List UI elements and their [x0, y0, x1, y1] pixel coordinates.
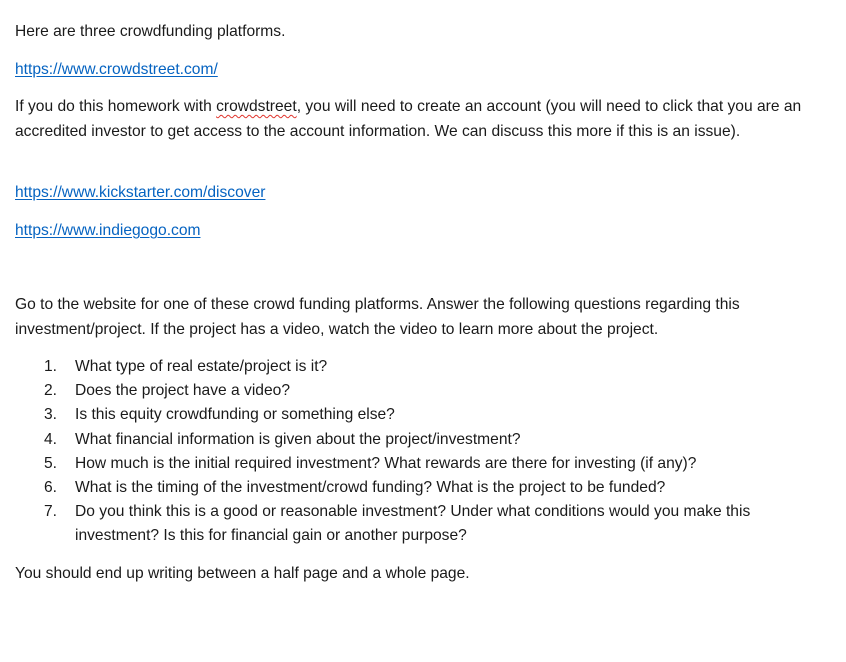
- list-item: [15, 355, 805, 379]
- list-item-number: 4.: [44, 430, 58, 448]
- crowdstreet-link[interactable]: https://www.crowdstreet.com/: [15, 61, 218, 78]
- para1-text-before: If you do this homework with: [15, 98, 217, 115]
- kickstarter-link[interactable]: https://www.kickstarter.com/discover: [15, 184, 266, 201]
- list-item-number: 7.: [44, 503, 58, 521]
- list-item-text: What financial information is given about the project/investment?: [75, 430, 521, 448]
- list-item-text: Do you think this is a good or reasonable investment? Under what conditions would you make this investment? Is this for financial gain or another purpose?: [75, 503, 751, 545]
- para1-text-after: , you will need to create an account (you will need to click that you are an accredited investor to get access to the account information. We can discuss this more if this is an issue).: [15, 98, 802, 140]
- assignment-instructions-paragraph: Go to the website for one of these crowd funding platforms. Answer the following questions regarding this investment/project. If the project has a video, watch the video to learn more about the project.: [15, 296, 740, 338]
- spellcheck-misspelled-word[interactable]: crowdstreet: [216, 98, 297, 115]
- intro-paragraph: Here are three crowdfunding platforms.: [15, 23, 286, 40]
- list-item-text: What type of real estate/project is it?: [75, 358, 328, 375]
- indiegogo-link[interactable]: https://www.indiegogo.com: [15, 222, 201, 239]
- list-item-number: 1.: [44, 358, 58, 375]
- list-item-text: What is the timing of the investment/crowd funding? What is the project to be funded?: [75, 479, 666, 497]
- kickstarter-link-paragraph: [15, 181, 265, 206]
- list-item: [15, 476, 805, 500]
- list-item-text: Does the project have a video?: [75, 382, 290, 400]
- crowdstreet-link-paragraph: [15, 58, 218, 83]
- list-item: [15, 379, 805, 403]
- indiegogo-link-paragraph: [15, 219, 201, 244]
- list-item-number: 2.: [44, 382, 58, 400]
- list-item-number: 5.: [44, 454, 58, 472]
- list-item: [15, 500, 805, 548]
- closing-paragraph: You should end up writing between a half page and a whole page.: [15, 565, 470, 582]
- list-item: [15, 452, 805, 476]
- questions-list: [15, 355, 805, 549]
- list-item-number: 3.: [44, 406, 58, 424]
- list-item-text: How much is the initial required investment? What rewards are there for investing (if any)?: [75, 454, 697, 472]
- list-item-number: 6.: [44, 479, 58, 497]
- list-item: [15, 428, 805, 452]
- list-item-text: Is this equity crowdfunding or something else?: [75, 406, 395, 424]
- list-item: [15, 403, 805, 427]
- crowdstreet-instructions-paragraph: [15, 95, 805, 144]
